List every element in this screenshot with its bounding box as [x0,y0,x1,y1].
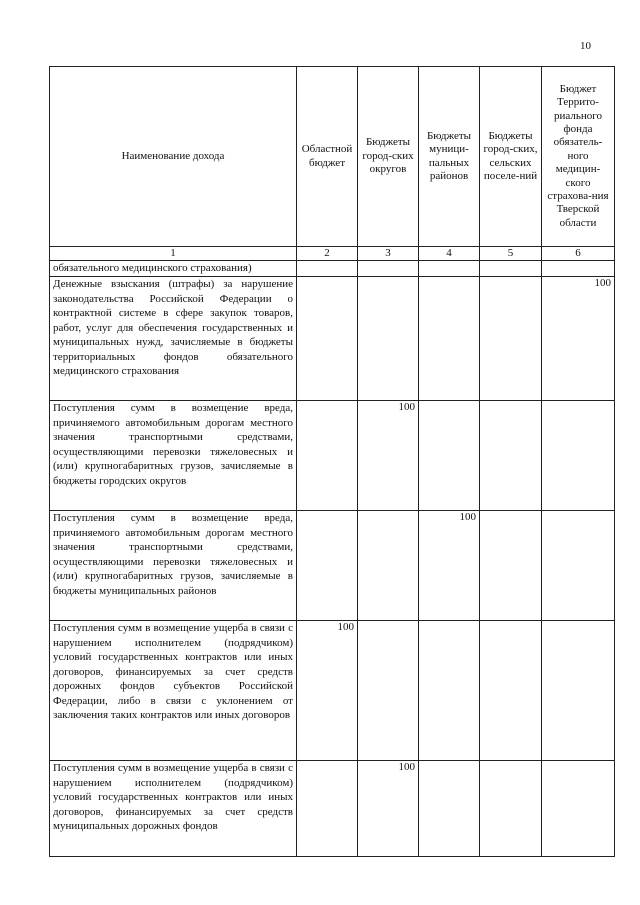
table-row [50,621,615,761]
row-value [358,261,419,277]
income-distribution-table [49,66,615,857]
table-header-row [50,67,615,247]
table-row [50,261,615,277]
row-name: обязательного медицинского страхования) [50,261,297,277]
header-tfoms: Бюджет Террито-риального фонда обязатель-ного медицин-ского страхова-ния Тверской области [542,67,615,247]
column-number: 2 [297,247,358,261]
row-name: Поступления сумм в возмещение ущерба в связи с нарушением исполнителем (подрядчиком) условий государственных контрактов или иных договоров, финансируемых за счет средств муниципальных дорожных фондов [50,761,297,857]
row-value [419,401,480,511]
row-value: 100 [358,401,419,511]
row-name: Поступления сумм в возмещение вреда, причиняемого автомобильным дорогам местного значения транспортными средствами, осуществляющими перевозки тяжеловесных и (или) крупногабаритных грузов, зачисляемые в бюджеты городских округов [50,401,297,511]
row-value [480,277,542,401]
row-value [297,261,358,277]
row-value: 100 [358,761,419,857]
column-number: 5 [480,247,542,261]
row-value [480,621,542,761]
page-number: 10 [580,40,591,52]
row-value [542,761,615,857]
table-row [50,401,615,511]
row-value [297,761,358,857]
row-value [419,621,480,761]
header-city-districts: Бюджеты город-ских округов [358,67,419,247]
header-settlements: Бюджеты город-ских, сельских поселе-ний [480,67,542,247]
row-value [358,621,419,761]
column-number: 6 [542,247,615,261]
row-value [480,261,542,277]
row-value [419,761,480,857]
row-value: 100 [419,511,480,621]
row-value [542,621,615,761]
row-value [542,511,615,621]
row-value [419,277,480,401]
column-number: 3 [358,247,419,261]
row-name: Поступления сумм в возмещение ущерба в связи с нарушением исполнителем (подрядчиком) условий государственных контрактов или иных договоров, финансируемых за счет средств дорожных фондов субъектов Российской Федерации, либо в связи с уклонением от заключения таких контрактов или иных договоров [50,621,297,761]
header-income-name: Наименование дохода [50,67,297,247]
column-number: 1 [50,247,297,261]
row-value [542,401,615,511]
row-value [297,511,358,621]
row-value: 100 [297,621,358,761]
row-value [297,277,358,401]
row-value [419,261,480,277]
table-row [50,511,615,621]
row-value [358,277,419,401]
table-row [50,761,615,857]
header-regional-budget: Областной бюджет [297,67,358,247]
row-name: Денежные взыскания (штрафы) за нарушение законодательства Российской Федерации о контрактной системе в сфере закупок товаров, работ, услуг для обеспечения государственных и муниципальных нужд, зачисляемые в бюджеты территориальных фондов обязательного медицинского страхования [50,277,297,401]
column-number: 4 [419,247,480,261]
header-municipal-districts: Бюджеты муници-пальных районов [419,67,480,247]
row-value [480,761,542,857]
row-value [480,511,542,621]
row-value: 100 [542,277,615,401]
table-row [50,277,615,401]
column-number-row [50,247,615,261]
row-value [297,401,358,511]
row-name: Поступления сумм в возмещение вреда, причиняемого автомобильным дорогам местного значения транспортными средствами, осуществляющими перевозки тяжеловесных и (или) крупногабаритных грузов, зачисляемые в бюджеты муниципальных районов [50,511,297,621]
row-value [480,401,542,511]
row-value [542,261,615,277]
row-value [358,511,419,621]
